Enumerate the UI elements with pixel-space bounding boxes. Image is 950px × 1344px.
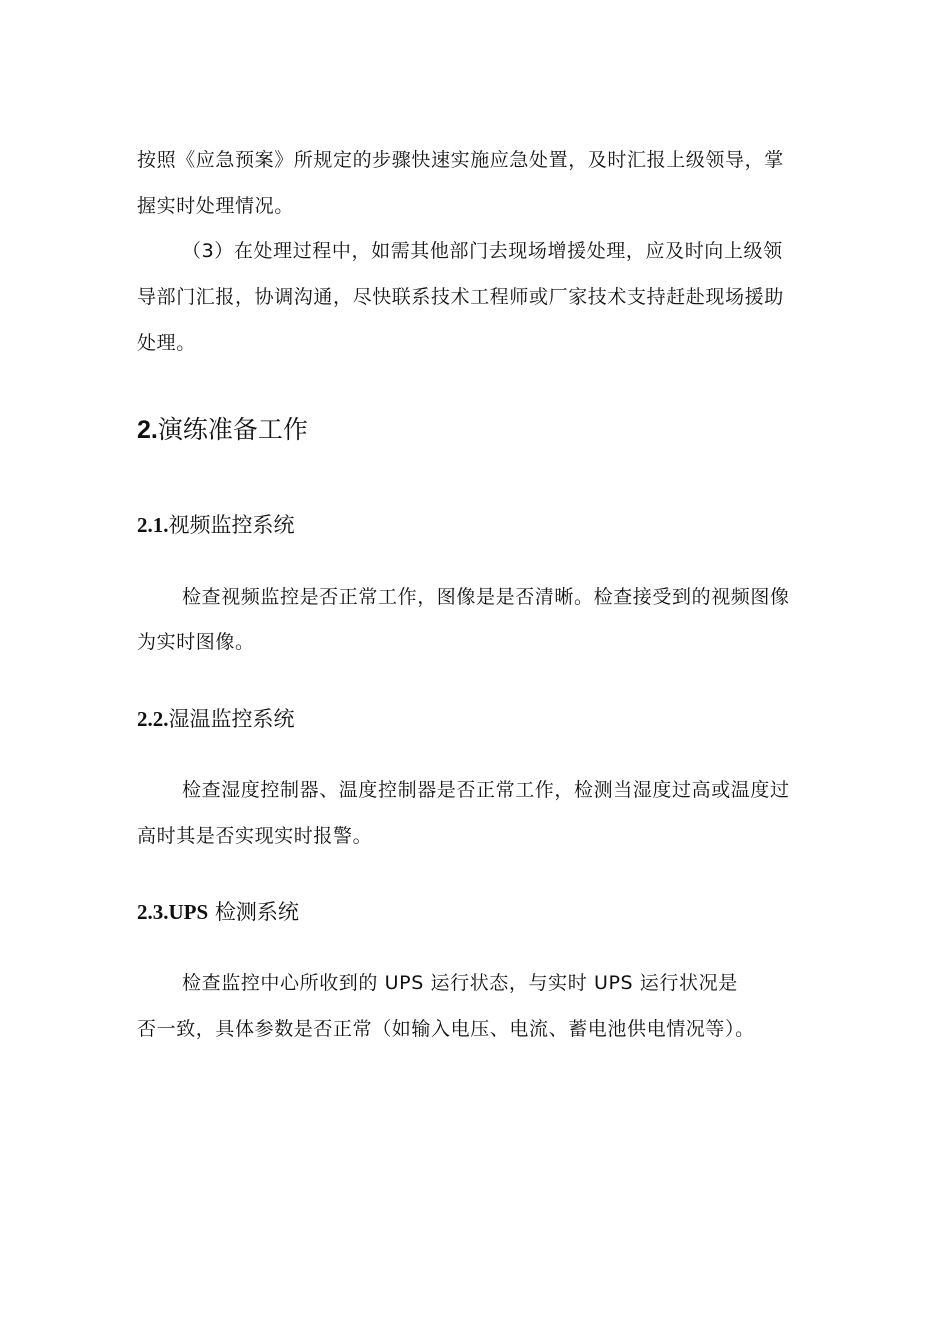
section-2-heading <box>137 415 308 445</box>
section-2-title: 演练准备工作 <box>157 415 308 444</box>
paragraph-2-line-1: （3）在处理过程中，如需其他部门去现场增援处理，应及时向上级领 <box>182 240 783 262</box>
section-2-2-line-2: 高时其是否实现实时报警。 <box>137 825 373 847</box>
paragraph-2-line-2: 导部门汇报，协调沟通，尽快联系技术工程师或厂家技术支持赶赴现场援助 <box>137 286 784 308</box>
section-2-number: 2. <box>137 416 158 444</box>
section-2-2-title: 湿温监控系统 <box>168 707 295 731</box>
section-2-1-line-1: 检查视频监控是否正常工作，图像是是否清晰。检查接受到的视频图像 <box>182 586 790 608</box>
section-2-3-heading <box>137 899 299 925</box>
section-2-1-number: 2.1. <box>137 513 169 537</box>
section-2-1-line-2: 为实时图像。 <box>137 631 255 653</box>
section-2-2-number: 2.2. <box>137 707 169 731</box>
paragraph-2-line-3: 处理。 <box>137 332 196 354</box>
paragraph-1-line-2: 握实时处理情况。 <box>137 195 294 217</box>
section-2-3-line-1: 检查监控中心所收到的 UPS 运行状态，与实时 UPS 运行状况是 <box>182 972 738 994</box>
section-2-3-title: 检测系统 <box>208 900 299 924</box>
paragraph-1-line-1: 按照《应急预案》所规定的步骤快速实施应急处置，及时汇报上级领导，掌 <box>137 149 784 171</box>
section-2-3-number: 2.3.UPS <box>137 900 209 924</box>
section-2-1-heading <box>137 512 295 538</box>
section-2-1-title: 视频监控系统 <box>168 513 295 537</box>
section-2-2-line-1: 检查湿度控制器、温度控制器是否正常工作，检测当湿度过高或温度过 <box>182 779 790 801</box>
section-2-3-line-2: 否一致，具体参数是否正常（如输入电压、电流、蓄电池供电情况等）。 <box>137 1018 755 1040</box>
section-2-2-heading <box>137 706 295 732</box>
